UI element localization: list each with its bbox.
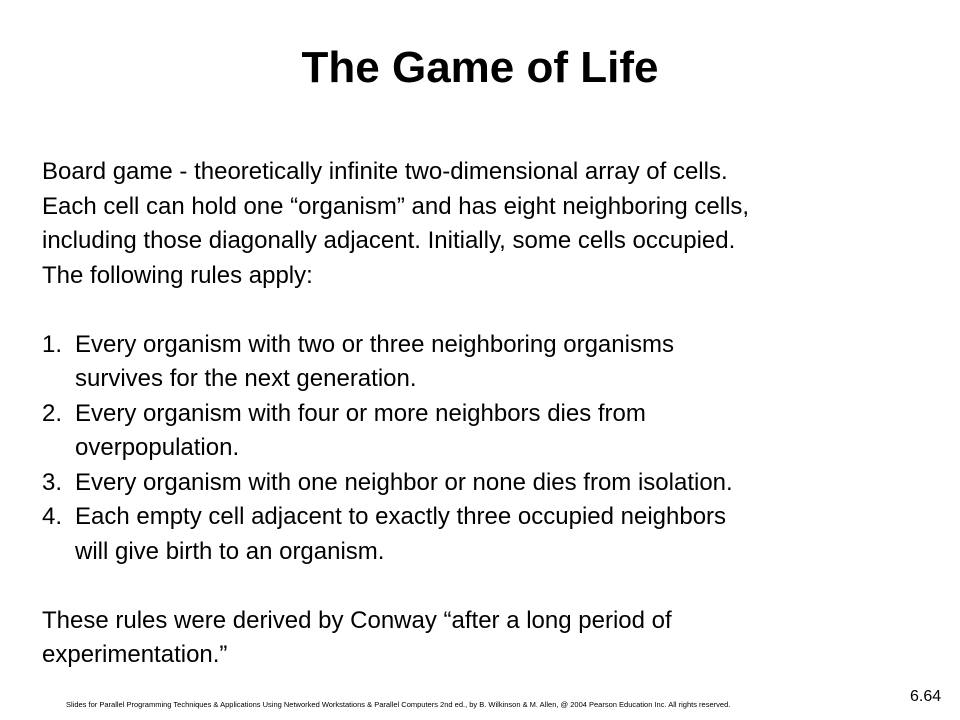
slide-title: The Game of Life: [301, 43, 659, 92]
rule-item: [42, 500, 910, 569]
closing-paragraph: These rules were derived by Conway “after a long period of experimentation.”: [42, 606, 672, 668]
rule-text: Every organism with one neighbor or none dies from isolation.: [75, 468, 733, 496]
rule-number: 1.: [42, 330, 63, 358]
footer-credit: Slides for Parallel Programming Techniques & Applications Using Networked Workstations & Parallel Computers 2nd ed., by B. Wilkinson & M. Allen, @ 2004 Pearson Education Inc. All rights reserved.: [66, 700, 731, 709]
rule-number: 3.: [42, 468, 63, 496]
rule-item: [42, 466, 910, 501]
rule-item: [42, 328, 910, 397]
intro-paragraph: Board game - theoretically infinite two-dimensional array of cells. Each cell can hold one “organism” and has eight neighboring cells, including those diagonally adjacent. Initially, some cells occupied. The following rules apply:: [42, 158, 750, 289]
rules-list: [42, 328, 910, 570]
rule-number: 2.: [42, 399, 63, 427]
slide-number: 6.64: [910, 688, 942, 705]
rule-text: Each empty cell adjacent to exactly three occupied neighbors will give birth to an organism.: [75, 503, 727, 565]
rule-number: 4.: [42, 503, 63, 530]
rule-text: Every organism with two or three neighboring organisms survives for the next generation.: [75, 330, 674, 392]
rule-item: [42, 397, 910, 466]
slide-body: [42, 155, 910, 673]
rule-text: Every organism with four or more neighbors dies from overpopulation.: [75, 399, 646, 461]
